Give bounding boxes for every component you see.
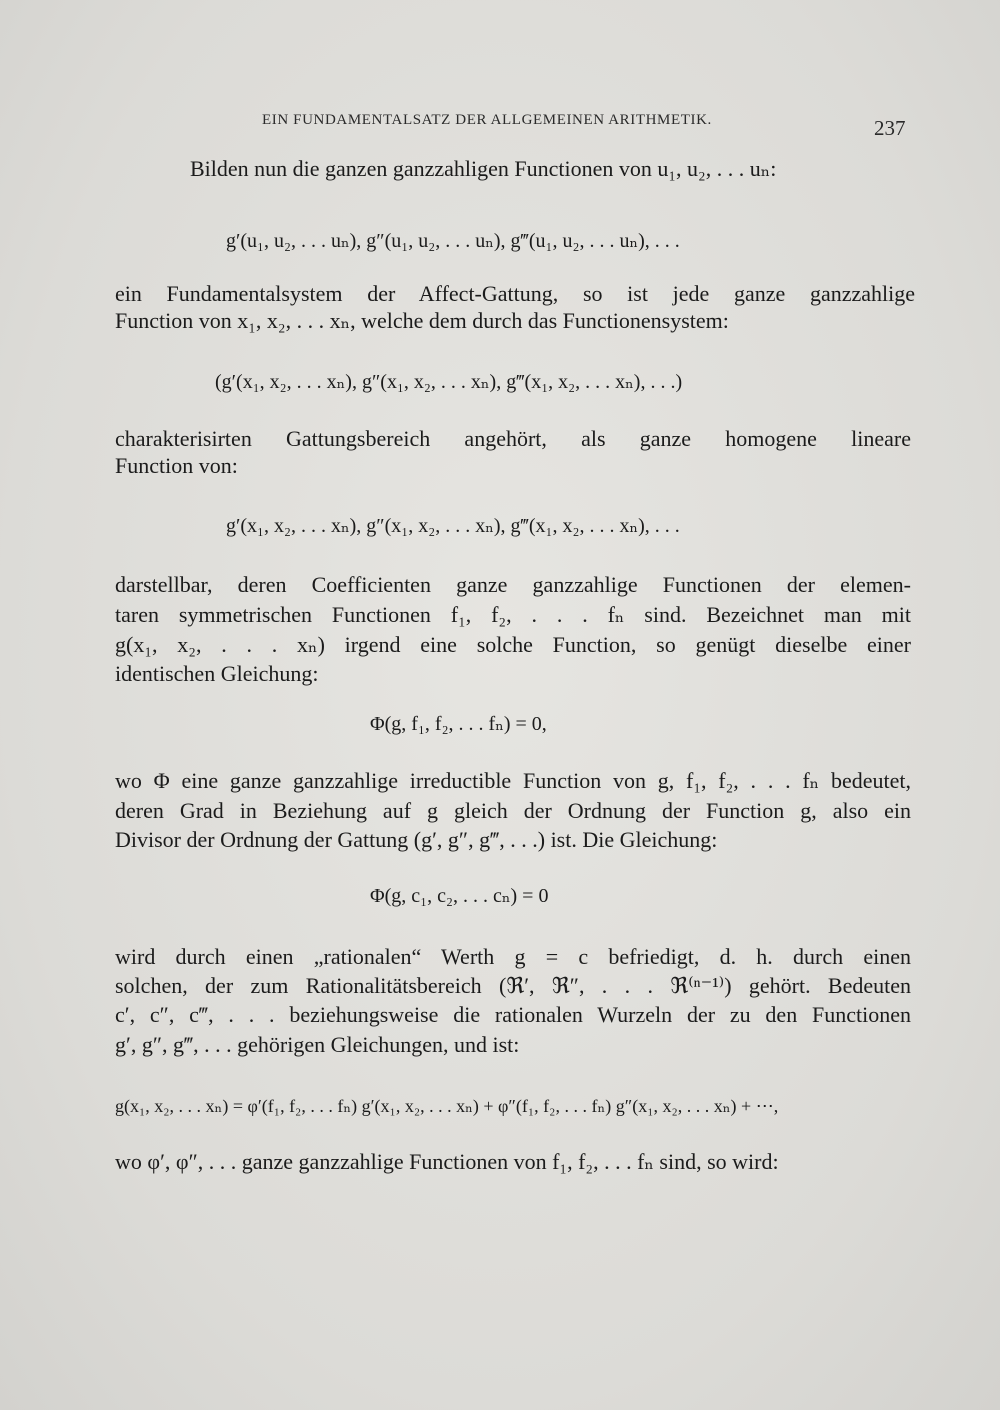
text-line: charakterisirten Gattungsbereich angehört, als ganze homogene lineare [115, 426, 911, 451]
text-line: identischen Gleichung: [115, 661, 319, 686]
running-title: EIN FUNDAMENTALSATZ DER ALLGEMEINEN ARITHMETIK. [262, 112, 712, 128]
formula-line: Φ(g, f₁, f₂, . . . fₙ) = 0, [370, 713, 547, 735]
text-line: g(x₁, x₂, . . . xₙ) irgend eine solche Function, so genügt dieselbe einer [115, 632, 911, 657]
text-line: Function von x₁, x₂, . . . xₙ, welche dem durch das Functionensystem: [115, 308, 729, 333]
text-line: wo φ′, φ″, . . . ganze ganzzahlige Functionen von f₁, f₂, . . . fₙ sind, so wird: [115, 1149, 779, 1174]
text-line: wo Φ eine ganze ganzzahlige irreductible Function von g, f₁, f₂, . . . fₙ bedeutet, [115, 768, 911, 793]
formula-line: g′(u₁, u₂, . . . uₙ), g″(u₁, u₂, . . . uₙ), g‴(u₁, u₂, . . . uₙ), . . . [226, 230, 680, 252]
text-line: c′, c″, c‴, . . . beziehungsweise die rationalen Wurzeln der zu den Functionen [115, 1002, 911, 1027]
formula-line: g(x₁, x₂, . . . xₙ) = φ′(f₁, f₂, . . . fₙ) g′(x₁, x₂, . . . xₙ) + φ″(f₁, f₂, . . . fₙ) g″(x₁, x₂, . . . xₙ) + ⋯, [115, 1096, 779, 1116]
text-line: Function von: [115, 453, 238, 478]
text-line: ein Fundamentalsystem der Affect-Gattung, so ist jede ganze ganzzahlige [115, 281, 915, 306]
page-number: 237 [874, 116, 906, 140]
text-line: wird durch einen „rationalen“ Werth g = c befriedigt, d. h. durch einen [115, 944, 911, 969]
text-line: g′, g″, g‴, . . . gehörigen Gleichungen, und ist: [115, 1032, 520, 1057]
text-line: deren Grad in Beziehung auf g gleich der Ordnung der Function g, also ein [115, 798, 911, 823]
formula-line: (g′(x₁, x₂, . . . xₙ), g″(x₁, x₂, . . . xₙ), g‴(x₁, x₂, . . . xₙ), . . .) [215, 371, 683, 393]
formula-line: g′(x₁, x₂, . . . xₙ), g″(x₁, x₂, . . . xₙ), g‴(x₁, x₂, . . . xₙ), . . . [226, 515, 680, 537]
text-line: solchen, der zum Rationalitätsbereich (ℜ′, ℜ″, . . . ℜ⁽ⁿ⁻¹⁾) gehört. Bedeuten [115, 973, 911, 998]
text-line: Bilden nun die ganzen ganzzahligen Functionen von u₁, u₂, . . . uₙ: [190, 156, 777, 181]
text-line: Divisor der Ordnung der Gattung (g′, g″, g‴, . . .) ist. Die Gleichung: [115, 827, 718, 852]
formula-line: Φ(g, c₁, c₂, . . . cₙ) = 0 [370, 885, 549, 907]
text-line: darstellbar, deren Coefficienten ganze ganzzahlige Functionen der elemen- [115, 572, 911, 597]
text-line: taren symmetrischen Functionen f₁, f₂, . . . fₙ sind. Bezeichnet man mit [115, 602, 911, 627]
